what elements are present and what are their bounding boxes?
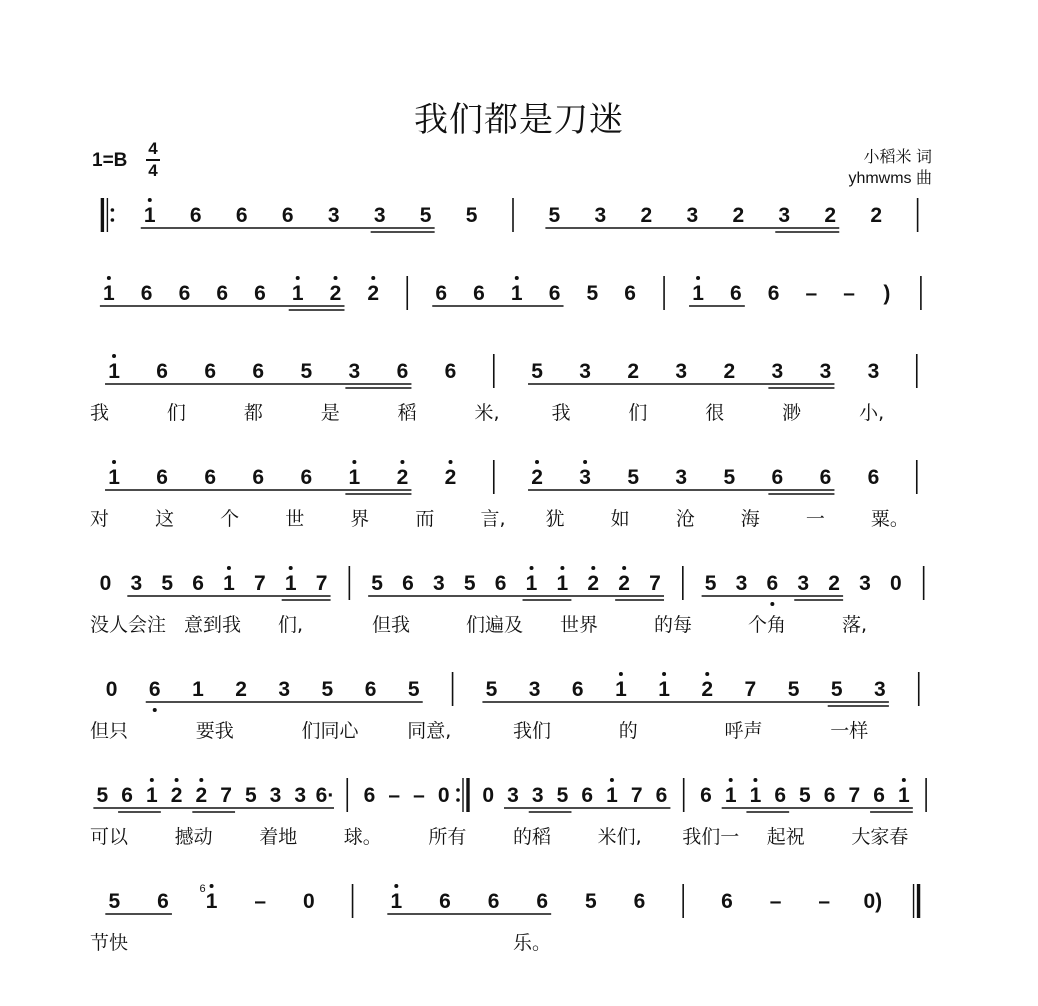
octave-dot xyxy=(705,672,709,676)
octave-dot xyxy=(515,276,519,280)
note: 6 xyxy=(204,466,217,489)
octave-dot xyxy=(622,566,626,570)
note: 2 xyxy=(329,282,342,305)
note: 1 xyxy=(615,678,627,701)
note: 0 xyxy=(302,890,315,913)
note: 3 xyxy=(348,360,361,383)
lyric-syllable: 撼动 xyxy=(174,826,213,848)
lyric-syllable: 但我 xyxy=(372,614,411,636)
note: 0 xyxy=(437,784,450,807)
lyric-syllable: 乐。 xyxy=(513,932,552,954)
note: 6 xyxy=(633,890,646,913)
notation-line-8 xyxy=(105,883,918,918)
note: 7 xyxy=(848,784,861,807)
note: 1 xyxy=(525,572,538,595)
lyric-syllable: 如 xyxy=(610,508,630,530)
note: 1 xyxy=(556,572,569,595)
note: 3 xyxy=(373,204,386,227)
lyric-syllable: 世界 xyxy=(560,614,599,636)
lyric-syllable: 们, xyxy=(278,614,304,636)
note: 3 xyxy=(507,784,519,807)
lyric-syllable: 粟。 xyxy=(870,508,909,530)
note: 1 xyxy=(108,466,120,489)
note: 3 xyxy=(294,784,307,807)
octave-dot xyxy=(289,566,293,570)
lyric-syllable: 所有 xyxy=(428,826,467,848)
lyric-syllable: 落, xyxy=(842,614,868,636)
note: 1 xyxy=(724,784,737,807)
lyric-syllable: 们 xyxy=(628,402,648,424)
note: – xyxy=(769,890,782,913)
note: 6 xyxy=(148,678,161,701)
note: 6 xyxy=(435,282,448,305)
lyric-syllable: 稻 xyxy=(397,402,417,424)
note: 2 xyxy=(618,572,630,595)
lyric-syllable: 个 xyxy=(220,508,240,530)
lyric-syllable: 们同心 xyxy=(301,720,359,742)
time-signature-top: 4 xyxy=(148,139,158,158)
note: 1 xyxy=(348,466,361,489)
time-signature-bottom: 4 xyxy=(148,161,158,180)
note: 6 xyxy=(721,890,733,913)
repeat-barline xyxy=(102,198,114,232)
note: 6 xyxy=(624,282,636,305)
note: 6 xyxy=(254,282,266,305)
note: 3 xyxy=(269,784,282,807)
notation-line-6 xyxy=(106,672,919,712)
note: 0) xyxy=(863,890,883,913)
song-title: 我们都是刀迷 xyxy=(414,100,624,140)
octave-dot xyxy=(560,566,564,570)
lyric-syllable: 米们, xyxy=(597,826,642,848)
octave-dot xyxy=(148,198,152,202)
lyric-syllable: 起祝 xyxy=(766,826,805,848)
note: 5 xyxy=(244,784,257,807)
lyric-syllable: 个角 xyxy=(748,614,787,636)
note: 2 xyxy=(701,678,714,701)
lyric-syllable: 意到我 xyxy=(184,614,242,636)
note: 6 xyxy=(216,282,229,305)
octave-dot xyxy=(662,672,666,676)
note: 7 xyxy=(649,572,661,595)
note: 6 xyxy=(548,282,561,305)
note: 6 xyxy=(581,784,594,807)
note: 5 xyxy=(485,678,498,701)
note: 1 xyxy=(143,204,156,227)
note: 0 xyxy=(482,784,495,807)
grace-note: 6 xyxy=(199,883,206,895)
note: 1 xyxy=(103,282,115,305)
lyric-syllable: 要我 xyxy=(195,720,234,742)
lyric-syllable: 界 xyxy=(350,508,370,530)
lyric-syllable: 都 xyxy=(243,402,263,424)
octave-dot xyxy=(610,778,614,782)
octave-dot xyxy=(583,460,587,464)
lyric-syllable: 们 xyxy=(166,402,186,424)
lyric-syllable: 们遍及 xyxy=(466,614,524,636)
note: 3 xyxy=(433,572,445,595)
note: 6 xyxy=(402,572,414,595)
note: 5 xyxy=(531,360,543,383)
note: 3 xyxy=(859,572,871,595)
lyric-syllable: 的每 xyxy=(654,614,693,636)
note: 6 xyxy=(655,784,668,807)
note: 2 xyxy=(828,572,840,595)
lyric-syllable: 这 xyxy=(155,508,175,530)
key-signature: 1=B xyxy=(92,150,128,171)
lyric-syllable: 可以 xyxy=(90,826,129,848)
note: 2 xyxy=(170,784,183,807)
note: 6 xyxy=(157,890,169,913)
note: 5 xyxy=(787,678,800,701)
note: 1 xyxy=(108,360,120,383)
octave-dot xyxy=(227,566,231,570)
note: 6 xyxy=(494,572,507,595)
lyric-syllable: 但只 xyxy=(90,720,129,742)
final-barline xyxy=(914,884,919,918)
repeat-barline xyxy=(456,778,468,812)
note: 2 xyxy=(587,572,600,595)
note: 6 xyxy=(823,784,836,807)
note: 6 xyxy=(819,466,832,489)
note: 3 xyxy=(675,360,688,383)
note: 3 xyxy=(594,204,607,227)
lyric-syllable: 一样 xyxy=(830,720,869,742)
lyric-syllable: 对 xyxy=(90,508,110,530)
note: 3 xyxy=(278,678,291,701)
note: 3 xyxy=(528,678,541,701)
lyric-syllable: 而 xyxy=(415,508,435,530)
note: 6 xyxy=(189,204,202,227)
note: 3 xyxy=(867,360,880,383)
note: 6 xyxy=(204,360,217,383)
note: 3 xyxy=(675,466,688,489)
note: 5 xyxy=(586,282,599,305)
lyric-syllable: 言, xyxy=(480,508,506,530)
composer-credit: yhmwms 曲 xyxy=(848,170,932,187)
note: 3 xyxy=(771,360,784,383)
note: 2 xyxy=(367,282,380,305)
note: 1 xyxy=(658,678,670,701)
note: 0 xyxy=(99,572,112,595)
note: 6 xyxy=(300,466,313,489)
note: 3 xyxy=(819,360,832,383)
note: 3 xyxy=(686,204,699,227)
octave-dot xyxy=(150,778,154,782)
note: 2 xyxy=(444,466,457,489)
lyric-syllable: 世 xyxy=(285,508,305,530)
note: 2 xyxy=(531,466,543,489)
note: 6 xyxy=(439,890,451,913)
lyric-syllable: 的 xyxy=(618,720,638,742)
note: 5 xyxy=(321,678,334,701)
note: 3 xyxy=(579,360,591,383)
lyric-syllable: 呼声 xyxy=(724,720,763,742)
note: 3 xyxy=(327,204,340,227)
note: 0 xyxy=(890,572,902,595)
lyric-syllable: 沧 xyxy=(675,508,695,530)
lyric-syllable: 小, xyxy=(859,402,885,424)
octave-dot xyxy=(112,354,116,358)
octave-dot xyxy=(107,276,111,280)
note: 1 xyxy=(390,890,403,913)
note: – xyxy=(805,282,818,305)
note: 5 xyxy=(465,204,478,227)
note: 7 xyxy=(630,784,643,807)
note: 1 xyxy=(606,784,618,807)
note: 6 xyxy=(700,784,712,807)
lyric-syllable: 很 xyxy=(705,402,725,424)
note: 6 xyxy=(487,890,500,913)
octave-dot xyxy=(153,708,157,712)
note: 3 xyxy=(735,572,748,595)
note: 3 xyxy=(797,572,810,595)
note: 6 xyxy=(774,784,787,807)
note: 6 xyxy=(873,784,885,807)
octave-dot xyxy=(210,884,214,888)
octave-dot xyxy=(753,778,757,782)
note: 6 xyxy=(536,890,549,913)
notation-line-4 xyxy=(105,460,917,494)
note: 7 xyxy=(220,784,232,807)
note: 3 xyxy=(579,466,591,489)
note: 5 xyxy=(830,678,843,701)
note: 1 xyxy=(510,282,523,305)
lyric-syllable: 没人会注 xyxy=(90,614,167,636)
octave-dot xyxy=(591,566,595,570)
note: 6 xyxy=(252,360,265,383)
note: 3 xyxy=(778,204,791,227)
note: 1 xyxy=(284,572,297,595)
lyric-syllable: 我们一 xyxy=(682,826,740,848)
note: 3 xyxy=(874,678,886,701)
octave-dot xyxy=(770,602,774,606)
note: 6 xyxy=(252,466,265,489)
note: – xyxy=(254,890,267,913)
note: 6 xyxy=(178,282,191,305)
lyric-syllable: 犹 xyxy=(545,508,565,530)
note: 2 xyxy=(235,678,247,701)
notation-line-7 xyxy=(93,778,926,812)
note: 5 xyxy=(407,678,420,701)
note: 5 xyxy=(548,204,561,227)
octave-dot xyxy=(175,778,179,782)
note: 3 xyxy=(130,572,143,595)
note: 7 xyxy=(253,572,266,595)
note: 6 xyxy=(571,678,584,701)
octave-dot xyxy=(535,460,539,464)
note: 6 xyxy=(867,466,880,489)
note: 6 xyxy=(363,784,376,807)
octave-dot xyxy=(394,884,398,888)
octave-dot xyxy=(902,778,906,782)
note: 6 xyxy=(766,572,779,595)
note: 6 xyxy=(767,282,780,305)
note: 2 xyxy=(723,360,736,383)
note: 1 xyxy=(223,572,235,595)
octave-dot xyxy=(449,460,453,464)
note: 6 xyxy=(156,360,168,383)
note: 5 xyxy=(723,466,736,489)
notation-line-5 xyxy=(100,566,924,606)
note: 6 xyxy=(235,204,248,227)
octave-dot xyxy=(112,460,116,464)
note: 5 xyxy=(463,572,476,595)
note: 5 xyxy=(96,784,109,807)
octave-dot xyxy=(371,276,375,280)
note: – xyxy=(818,890,831,913)
note: 6 xyxy=(121,784,133,807)
note: – xyxy=(413,784,425,807)
note: ) xyxy=(883,282,891,305)
octave-dot xyxy=(530,566,534,570)
lyric-syllable: 渺 xyxy=(782,402,802,424)
note: 6 xyxy=(396,360,409,383)
note: 6 xyxy=(281,204,294,227)
note: 7 xyxy=(315,572,328,595)
note: 1 xyxy=(205,890,218,913)
note: 6 xyxy=(156,466,168,489)
lyricist-credit: 小稻米 词 xyxy=(863,149,932,166)
note: 2 xyxy=(732,204,745,227)
note: 1 xyxy=(692,282,704,305)
note: 7 xyxy=(744,678,757,701)
note: 1 xyxy=(291,282,304,305)
note: 5 xyxy=(419,204,432,227)
lyric-syllable: 节快 xyxy=(90,932,129,954)
note: 2 xyxy=(627,360,640,383)
note: 2 xyxy=(640,204,653,227)
octave-dot xyxy=(400,460,404,464)
lyric-syllable: 海 xyxy=(740,508,760,530)
note: 5 xyxy=(799,784,811,807)
notation-line-1 xyxy=(102,198,917,232)
octave-dot xyxy=(619,672,623,676)
lyric-syllable: 一 xyxy=(805,508,825,530)
lyric-syllable: 同意, xyxy=(407,720,452,742)
note: 2 xyxy=(824,204,837,227)
octave-dot xyxy=(333,276,337,280)
note: 0 xyxy=(105,678,118,701)
octave-dot xyxy=(696,276,700,280)
notation-line-2 xyxy=(100,276,921,310)
lyric-syllable: 球。 xyxy=(343,826,382,848)
note: 5 xyxy=(161,572,174,595)
note: 1 xyxy=(145,784,158,807)
octave-dot xyxy=(352,460,356,464)
note: 5 xyxy=(627,466,640,489)
octave-dot xyxy=(296,276,300,280)
note: 5 xyxy=(584,890,597,913)
lyric-syllable: 着地 xyxy=(259,826,298,848)
note: – xyxy=(388,784,401,807)
lyric-syllable: 我们 xyxy=(513,720,552,742)
note: 1 xyxy=(192,678,204,701)
lyric-syllable: 米, xyxy=(474,402,500,424)
note: 6· xyxy=(315,784,335,807)
note: 5 xyxy=(371,572,383,595)
note: 2 xyxy=(396,466,409,489)
note: 6 xyxy=(729,282,742,305)
lyric-syllable: 的稻 xyxy=(513,826,552,848)
note: 5 xyxy=(108,890,121,913)
note: 5 xyxy=(300,360,313,383)
note: – xyxy=(843,282,855,305)
note: 6 xyxy=(444,360,457,383)
lyric-syllable: 大家春 xyxy=(851,826,909,848)
lyric-syllable: 是 xyxy=(320,402,340,424)
notation-line-3 xyxy=(105,354,917,388)
note: 6 xyxy=(771,466,784,489)
octave-dot xyxy=(729,778,733,782)
note: 6 xyxy=(140,282,153,305)
note: 3 xyxy=(531,784,544,807)
note: 2 xyxy=(195,784,208,807)
note: 6 xyxy=(364,678,377,701)
note: 1 xyxy=(749,784,762,807)
lyric-syllable: 我 xyxy=(90,402,110,424)
note: 6 xyxy=(473,282,485,305)
note: 1 xyxy=(897,784,910,807)
lyric-syllable: 我 xyxy=(551,402,571,424)
note: 6 xyxy=(192,572,204,595)
note: 2 xyxy=(870,204,883,227)
note: 5 xyxy=(556,784,569,807)
octave-dot xyxy=(199,778,203,782)
note: 5 xyxy=(704,572,717,595)
